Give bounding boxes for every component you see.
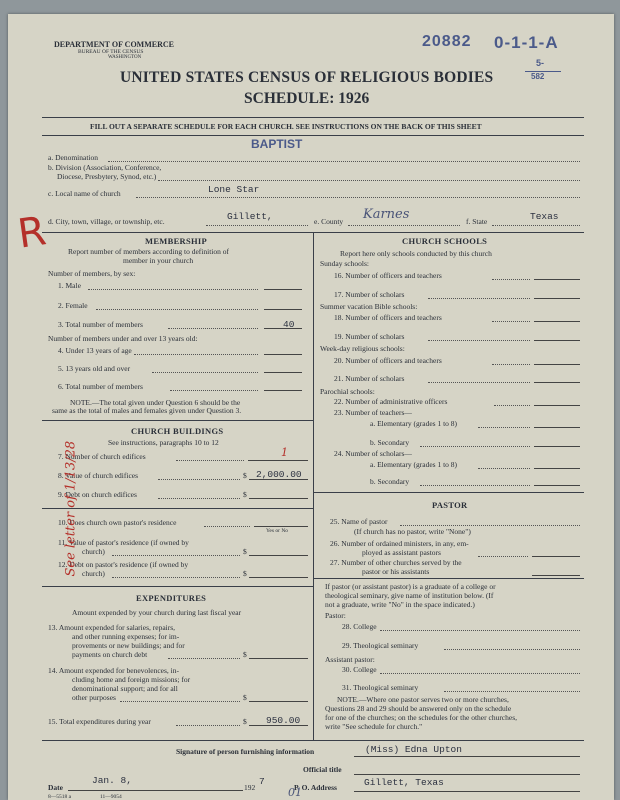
year-digit: 7	[259, 776, 265, 787]
yes-no-hint: Yes or No	[266, 528, 289, 534]
q14-line-3: denominational support; and for all	[72, 684, 178, 693]
date-label: Date	[48, 783, 63, 792]
form-number-2: 11—9054	[100, 794, 122, 800]
summer-label: Summer vacation Bible schools:	[320, 302, 418, 311]
instruction-line: FILL OUT A SEPARATE SCHEDULE FOR EACH CHURCH. SEE INSTRUCTIONS ON THE BACK OF THIS SHEET	[90, 122, 482, 131]
q30: 30. College	[342, 665, 377, 674]
buildings-sub: See instructions, paragraphs 10 to 12	[108, 438, 219, 447]
sunday-label: Sunday schools:	[320, 259, 369, 268]
membership-intro-1: Report number of members according to definition of	[68, 247, 229, 256]
margin-note: See letter of 1/13/28	[63, 440, 79, 577]
q6-total: 6. Total number of members	[58, 382, 143, 391]
q14-line-4: other purposes	[72, 693, 116, 702]
q7-edifices: 7. Number of church edifices	[58, 452, 146, 461]
q11-label: 11. Value of pastor's residence (if owned by	[58, 538, 189, 547]
expenditures-sub: Amount expended by your church during last fiscal year	[72, 608, 242, 617]
signature-value: (Miss) Edna Upton	[365, 744, 462, 755]
q10-residence: 10. Does church own pastor's residence	[58, 518, 177, 527]
date-value: Jan. 8,	[92, 775, 132, 786]
graduate-line-1: If pastor (or assistant pastor) is a graduate of a college or	[325, 582, 496, 591]
schools-title: CHURCH SCHOOLS	[402, 236, 488, 246]
pastor-note-1: NOTE.—Where one pastor serves two or more churches,	[337, 695, 509, 704]
q15-label: 15. Total expenditures during year	[48, 717, 151, 726]
q23: 23. Number of teachers—	[334, 408, 412, 417]
division-label-2: Diocese, Presbytery, Synod, etc.)	[57, 172, 157, 181]
state-value: Texas	[530, 211, 559, 222]
census-schedule-sheet: DEPARTMENT OF COMMERCE BUREAU OF THE CENSUS WASHINGTON 20882 0-1-1-A 5- 582 UNITED STATES CENSUS OF RELIGIOUS BODIES SCHEDULE: 1926 FILL OUT A SEPARATE SCHEDULE FOR EACH CHURCH. SEE INSTRUCTIONS ON THE BACK OF THIS SHEET BAPTIST a. Denomination b. Division (Association, Conference, Diocese, Presbytery, Synod, etc.) Lone Star c. Local name of church Gillett, Karnes Texas d. City, town, village, or township, etc. e. County f. State MEMBERSHIP Report number of members according to definition of member in your church Number of members, by sex: 1. Male 2. Female 3. Total number of members 40 Number of members under and over 13 years old: 4. Under 13 years of age 5. 13 years old and over 6. Total number of members NOTE.—The total given under Question 6 should be the same as the total of males and females given under Question 3. CHURCH BUILDINGS See instructions, paragraphs 10 to 12 7. Number of church edifices 1 8. Value of church edifices $ 2,000.00 9. Debt on church edifices $ 10. Does church own pastor's residence Yes or No 11. Value of pastor's residence (if owned by church) $ 12. Debt on pastor's residence (if owned by church) $ EXPENDITURES Amount expended by your church during last fiscal year 13. Amount expended for salaries, repairs, and other running expenses; for im- provements or new buildings; and for payments on church debt $ 14. Amount expended for benevolences, in- cluding home and foreign missions; for denominational support; and for all other purposes $ 15. Total expenditures during year $ 950.00 CHURCH SCHOOLS Report here only schools conducted by this church Sunday schools: 16. Number of officers and teachers 17. Number of scholars Summer vacation Bible schools: 18. Number of officers and teachers 19. Number of scholars Week-day religious schools: 20. Number of officers and teachers 21. Number of scholars Parochial schools: 22. Number of administrative officers 23. Number of teachers— a. Elementary (grades 1 to 8) b. Secondary 24. Number of scholars— a. Elementary (grades 1 to 8) b. Secondary PASTOR 25. Name of pastor (If church has no pastor, write "None") 26. Number of ordained ministers, in any, em- ployed as assistant pastors 27. Number of other churches served by the pastor or his assistants If pastor (or assistant pastor) is a graduate of a college or theological seminary, give name of institution below. (If not a graduate, write "No" in the space indicated.) Pastor: 28. College 29. Theological seminary Assistant pastor: 30. College 31. Theological seminary NOTE.—Where one pastor serves two or more churches, Questions 28 and 29 should be answered only on the schedule for one of the churches; on the schedules for the other churches, write "See schedule for church." Signature of person furnishing information (Miss) Edna Upton Official title Date Jan. 8, 192 7 P. O. Address Gillett, Texas 8—5518 a 11—9054 R See letter of 1/13/28 01	[8, 14, 614, 800]
city-label: d. City, town, village, or township, etc.	[48, 217, 165, 226]
q8-value-label: 8. Value of church edifices	[58, 471, 139, 480]
q20: 20. Number of officers and teachers	[334, 356, 442, 365]
q28: 28. College	[342, 622, 377, 631]
parochial-label: Parochial schools:	[320, 387, 375, 396]
q12-label: 12. Debt on pastor's residence (if owned by	[58, 560, 189, 569]
review-mark-r: R	[14, 208, 49, 258]
signature-label: Signature of person furnishing information	[176, 747, 315, 756]
pastor-label: Pastor:	[325, 611, 346, 620]
pastor-note-3: for one of the churches; on the schedules for the other churches,	[325, 713, 518, 722]
q24-secondary: b. Secondary	[370, 477, 410, 486]
official-title-label: Official title	[303, 765, 342, 774]
q3-value: 40	[283, 319, 295, 330]
q12-label-2: church)	[82, 569, 105, 578]
q23-elementary: a. Elementary (grades 1 to 8)	[370, 419, 458, 428]
q13-line-1: 13. Amount expended for salaries, repairs,	[48, 623, 176, 632]
schools-intro: Report here only schools conducted by this church	[340, 249, 492, 258]
expenditures-title: EXPENDITURES	[136, 593, 207, 603]
weekday-label: Week-day religious schools:	[320, 344, 405, 353]
pastor-note-2: Questions 28 and 29 should be answered only on the schedule	[325, 704, 512, 713]
form-subtitle: SCHEDULE: 1926	[244, 90, 370, 107]
q16: 16. Number of officers and teachers	[334, 271, 442, 280]
q13-line-2: and other running expenses; for im-	[72, 632, 180, 641]
under-over-label: Number of members under and over 13 years old:	[48, 334, 198, 343]
church-name-value: Lone Star	[208, 184, 260, 195]
q23-secondary: b. Secondary	[370, 438, 410, 447]
q11-label-2: church)	[82, 547, 105, 556]
q15-value: 950.00	[266, 715, 301, 726]
q25-name: 25. Name of pastor	[330, 517, 388, 526]
form-number: 8—5518 a	[48, 794, 72, 800]
city-value: Gillett,	[227, 211, 273, 222]
membership-note-2: same as the total of males and females given under Question 3.	[52, 406, 242, 415]
q27-line-2: pastor or his assistants	[362, 567, 430, 576]
q22: 22. Number of administrative officers	[334, 397, 448, 406]
county-label: e. County	[314, 217, 344, 226]
graduate-line-2: theological seminary, give name of institution below. (If	[325, 591, 494, 600]
q4-under-13: 4. Under 13 years of age	[58, 346, 132, 355]
q3-total: 3. Total number of members	[58, 320, 143, 329]
po-address-value: Gillett, Texas	[364, 777, 444, 788]
q25-hint: (If church has no pastor, write "None")	[354, 527, 471, 536]
assistant-label: Assistant pastor:	[325, 655, 375, 664]
q21: 21. Number of scholars	[334, 374, 405, 383]
q14-line-2: cluding home and foreign missions; for	[72, 675, 191, 684]
q1-male: 1. Male	[58, 281, 81, 290]
membership-title: MEMBERSHIP	[145, 236, 208, 246]
buildings-title: CHURCH BUILDINGS	[131, 426, 224, 436]
form-title: UNITED STATES CENSUS OF RELIGIOUS BODIES	[120, 69, 494, 86]
q13-line-3: provements or new buildings; and for	[72, 641, 185, 650]
fraction-top: 5-	[536, 58, 545, 68]
q24: 24. Number of scholars—	[334, 449, 412, 458]
by-sex-label: Number of members, by sex:	[48, 269, 136, 278]
q18: 18. Number of officers and teachers	[334, 313, 442, 322]
membership-note-1: NOTE.—The total given under Question 6 should be the	[70, 398, 241, 407]
dept-name: DEPARTMENT OF COMMERCE	[54, 40, 175, 49]
q2-female: 2. Female	[58, 301, 88, 310]
q27-line-1: 27. Number of other churches served by the	[330, 558, 462, 567]
fraction-bottom: 582	[531, 72, 545, 81]
po-address-label: P. O. Address	[294, 783, 337, 792]
church-name-label: c. Local name of church	[48, 189, 121, 198]
q8-value: 2,000.00	[256, 469, 302, 480]
bureau-name: BUREAU OF THE CENSUS	[78, 49, 144, 55]
q26-line-2: ployed as assistant pastors	[362, 548, 441, 557]
membership-intro-2: member in your church	[123, 256, 194, 265]
year-prefix: 192	[244, 783, 256, 792]
pastor-note-4: write "See schedule for church."	[325, 722, 423, 731]
file-number-stamp: 20882	[422, 33, 472, 50]
q17: 17. Number of scholars	[334, 290, 405, 299]
q14-line-1: 14. Amount expended for benevolences, in-	[48, 666, 180, 675]
code-stamp: 0-1-1-A	[494, 33, 559, 52]
state-label: f. State	[466, 217, 488, 226]
denomination-label: a. Denomination	[48, 153, 98, 162]
q19: 19. Number of scholars	[334, 332, 405, 341]
q7-value: 1	[281, 446, 288, 459]
q5-13-and-over: 5. 13 years old and over	[58, 364, 131, 373]
q13-line-4: payments on church debt	[72, 650, 148, 659]
q26-line-1: 26. Number of ordained ministers, in any, em-	[330, 539, 469, 548]
bureau-city: WASHINGTON	[108, 55, 142, 60]
bottom-pencil-mark: 01	[288, 786, 302, 799]
division-label: b. Division (Association, Conference,	[48, 163, 162, 172]
q9-debt-label: 9. Debt on church edifices	[58, 490, 137, 499]
q29: 29. Theological seminary	[342, 641, 419, 650]
county-value: Karnes	[363, 207, 410, 222]
q31: 31. Theological seminary	[342, 683, 419, 692]
q24-elementary: a. Elementary (grades 1 to 8)	[370, 460, 458, 469]
graduate-line-3: not a graduate, write "No" in the space indicated.)	[325, 600, 475, 609]
denomination-value: BAPTIST	[251, 137, 303, 151]
pastor-title: PASTOR	[432, 500, 468, 510]
